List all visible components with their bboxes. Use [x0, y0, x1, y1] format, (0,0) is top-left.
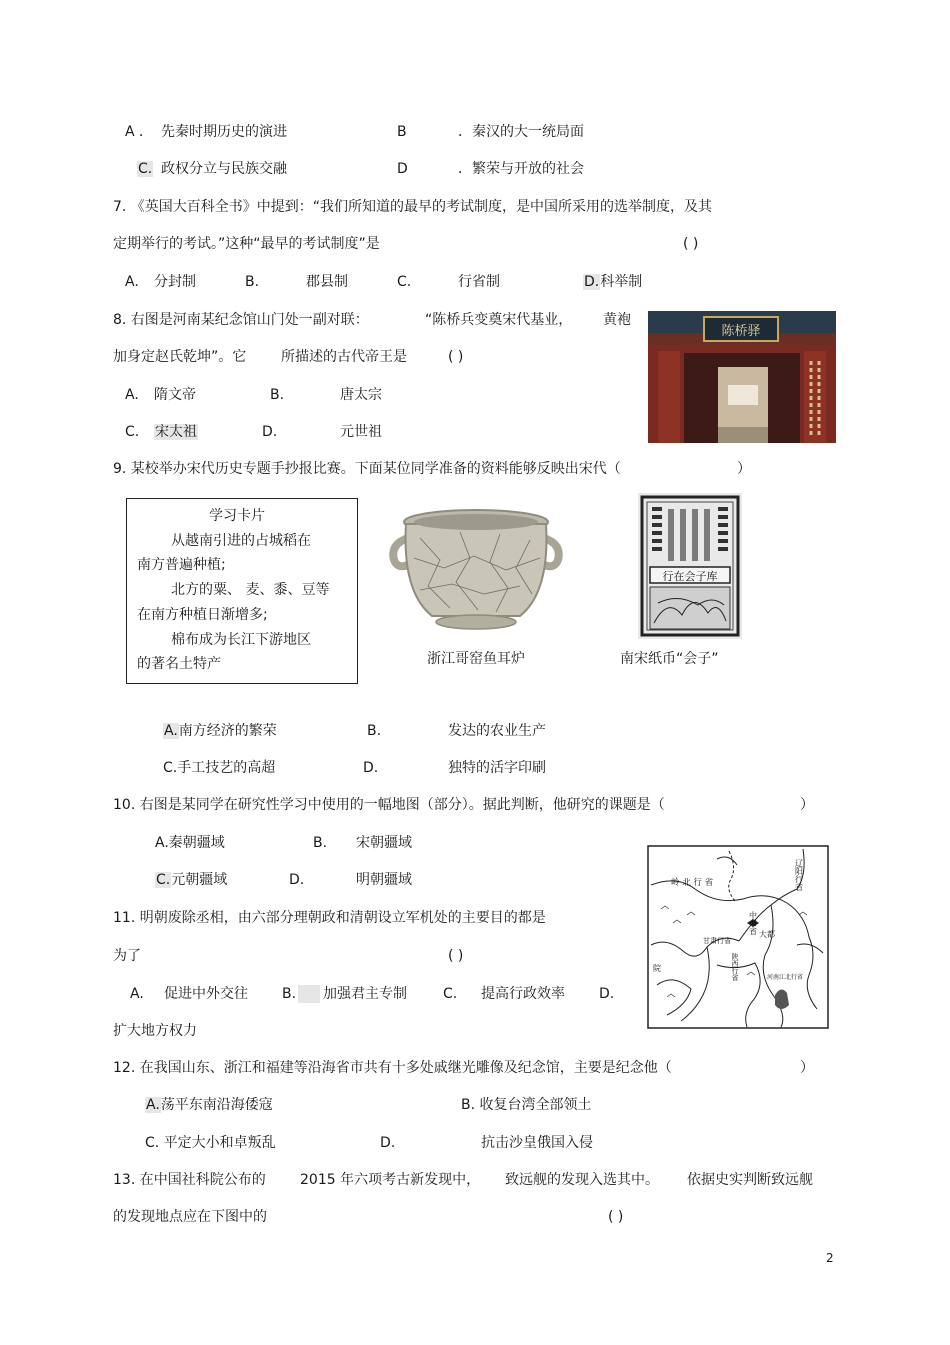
- q7-option-d: D.科举制: [584, 274, 643, 290]
- study-card-line: 的著名土特产: [137, 656, 221, 672]
- study-card-line: 南方普遍种植;: [137, 557, 226, 573]
- q8-stem-line1: 8. 右图是河南某纪念馆山门处一副对联：: [113, 312, 369, 328]
- study-card-line: 棉布成为长江下游地区: [171, 632, 311, 648]
- q11-option-b-highlight: [298, 985, 320, 1003]
- q7-option-c-letter: C.: [397, 274, 412, 290]
- q8-stem-line2b: 所描述的古代帝王是: [281, 349, 407, 365]
- q6-option-b: ．秦汉的大一统局面: [458, 124, 584, 140]
- map-label-liaoyang: 辽阳行省: [794, 859, 804, 891]
- q8-option-c-letter: C.: [125, 424, 140, 440]
- q9-option-c: C.手工技艺的高超: [163, 760, 276, 776]
- q8-option-a-letter: A.: [125, 387, 139, 403]
- q6-option-a-letter: A ．: [125, 124, 154, 140]
- q8-option-d: 元世祖: [340, 424, 382, 440]
- q7-option-b: 郡县制: [306, 274, 348, 290]
- q13-stem-line2: 的发现地点应在下图中的: [113, 1209, 267, 1225]
- q12-option-b: B. 收复台湾全部领土: [461, 1097, 592, 1113]
- yuan-dynasty-map: [647, 845, 829, 1029]
- q8-option-d-letter: D.: [262, 424, 278, 440]
- q8-option-c: 宋太祖: [155, 424, 197, 440]
- q10-option-d: 明朝疆域: [356, 872, 412, 888]
- q9-option-b: 发达的农业生产: [448, 723, 546, 739]
- q7-option-a: 分封制: [154, 274, 196, 290]
- study-card-line: 在南方种植日渐增多;: [137, 607, 268, 623]
- q6-option-c: 政权分立与民族交融: [161, 161, 287, 177]
- q11-option-b-letter: B.: [282, 986, 297, 1002]
- q7-stem-line2: 定期举行的考试。”这种“最早的考试制度”是: [113, 236, 380, 252]
- map-label-zhongshu: 中书省: [748, 911, 758, 935]
- q9-option-d-letter: D.: [363, 760, 379, 776]
- study-card-line: 从越南引进的占城稻在: [171, 533, 311, 549]
- q6-option-c-letter: C.: [138, 161, 153, 177]
- q9-paren-close: ）: [737, 461, 751, 477]
- paper-money-caption: 南宋纸币“会子”: [620, 651, 719, 667]
- q12-option-d-letter: D.: [380, 1135, 396, 1151]
- q8-stem-line2: 加身定赵氏乾坤”。它: [113, 349, 247, 365]
- q9-option-b-letter: B.: [367, 723, 382, 739]
- memorial-gate-photo: [648, 311, 836, 443]
- plaque-text: 陈桥驿: [721, 324, 761, 339]
- q9-option-a: A.南方经济的繁荣: [164, 723, 277, 739]
- q13-stem-part1: 13. 在中国社科院公布的: [113, 1172, 266, 1188]
- q13-stem-part4: 依据史实判断致远舰: [687, 1172, 813, 1188]
- q9-option-d: 独特的活字印刷: [448, 760, 546, 776]
- q7-option-c: 行省制: [458, 274, 500, 290]
- q7-answer-blank: ( ): [683, 236, 699, 252]
- q10-option-b: 宋朝疆域: [356, 835, 412, 851]
- q13-answer-blank: ( ): [608, 1209, 624, 1225]
- q7-stem-line1: 7. 《英国大百科全书》中提到：“我们所知道的最早的考试制度，是中国所采用的选举制度，及其: [113, 199, 713, 215]
- q12-option-c: C. 平定大小和卓叛乱: [145, 1135, 276, 1151]
- ceramic-burner-photo: [380, 498, 572, 638]
- q8-couplet-part2: 黄袍: [603, 312, 631, 328]
- q8-option-a: 隋文帝: [154, 387, 196, 403]
- q12-paren-close: ）: [800, 1060, 814, 1076]
- q8-option-b-letter: B.: [270, 387, 285, 403]
- q11-option-a-letter: A.: [130, 986, 144, 1002]
- q10-option-a: A.秦朝疆域: [155, 835, 225, 851]
- q10-option-b-letter: B.: [313, 835, 328, 851]
- map-label-dadu: 大都: [759, 930, 775, 939]
- q10-stem: 10. 右图是某同学在研究性学习中使用的一幅地图（部分）。据此判断，他研究的课题是（: [113, 797, 665, 813]
- burner-caption: 浙江哥窑鱼耳炉: [427, 651, 525, 667]
- q7-option-b-letter: B.: [245, 274, 260, 290]
- q6-option-a: 先秦时期历史的演进: [161, 124, 287, 140]
- q11-option-c-letter: C.: [443, 986, 458, 1002]
- map-label-shaanxi: 陕西行省: [731, 953, 739, 981]
- q11-option-d: 扩大地方权力: [113, 1023, 197, 1039]
- q11-answer-blank: ( ): [448, 948, 464, 964]
- study-card: [126, 498, 358, 684]
- paper-money-photo: [638, 493, 742, 639]
- q7-option-a-letter: A.: [125, 274, 139, 290]
- q11-stem-line2: 为了: [113, 948, 141, 964]
- q12-option-d: 抗击沙皇俄国入侵: [481, 1135, 593, 1151]
- page-number: 2: [826, 1251, 834, 1265]
- q11-stem-line1: 11. 明朝废除丞相，由六部分理朝政和清朝设立军机处的主要目的都是: [113, 910, 546, 926]
- q9-stem: 9. 某校举办宋代历史专题手抄报比赛。下面某位同学准备的资料能够反映出宋代（: [113, 461, 621, 477]
- q10-option-c: C.元朝疆域: [156, 872, 228, 888]
- q11-option-b: 加强君主专制: [323, 986, 407, 1002]
- map-label-yuan: 院: [653, 964, 661, 973]
- q13-stem-part2: 2015 年六项考古新发现中，: [300, 1172, 481, 1188]
- map-label-henan: 河南江北行省: [767, 974, 804, 981]
- q6-option-d-letter: D: [397, 161, 408, 177]
- q8-option-b: 唐太宗: [340, 387, 382, 403]
- q12-stem: 12. 在我国山东、浙江和福建等沿海省市共有十多处戚继光雕像及纪念馆，主要是纪念他（: [113, 1060, 672, 1076]
- q8-answer-blank: ( ): [448, 349, 464, 365]
- q6-option-b-letter: B: [397, 124, 407, 140]
- paper-money-title: 行在会子库: [662, 570, 718, 583]
- study-card-title: 学习卡片: [209, 508, 265, 524]
- map-label-lingbei: 岭 北 行 省: [671, 878, 714, 888]
- q6-option-d: ．繁荣与开放的社会: [458, 161, 584, 177]
- q13-stem-part3: 致远舰的发现入选其中。: [505, 1172, 659, 1188]
- q10-paren-close: ）: [800, 797, 814, 813]
- q12-option-a: A.荡平东南沿海倭寇: [146, 1097, 273, 1113]
- q11-option-c: 提高行政效率: [481, 986, 565, 1002]
- q10-option-d-letter: D.: [289, 872, 305, 888]
- q11-option-d-letter: D.: [599, 986, 615, 1002]
- study-card-line: 北方的粟、 麦、黍、豆等: [171, 582, 330, 598]
- q11-option-a: 促进中外交往: [164, 986, 248, 1002]
- map-label-gansu: 甘肃行省: [703, 937, 731, 945]
- q8-couplet-part1: “陈桥兵变奠宋代基业，: [425, 312, 573, 328]
